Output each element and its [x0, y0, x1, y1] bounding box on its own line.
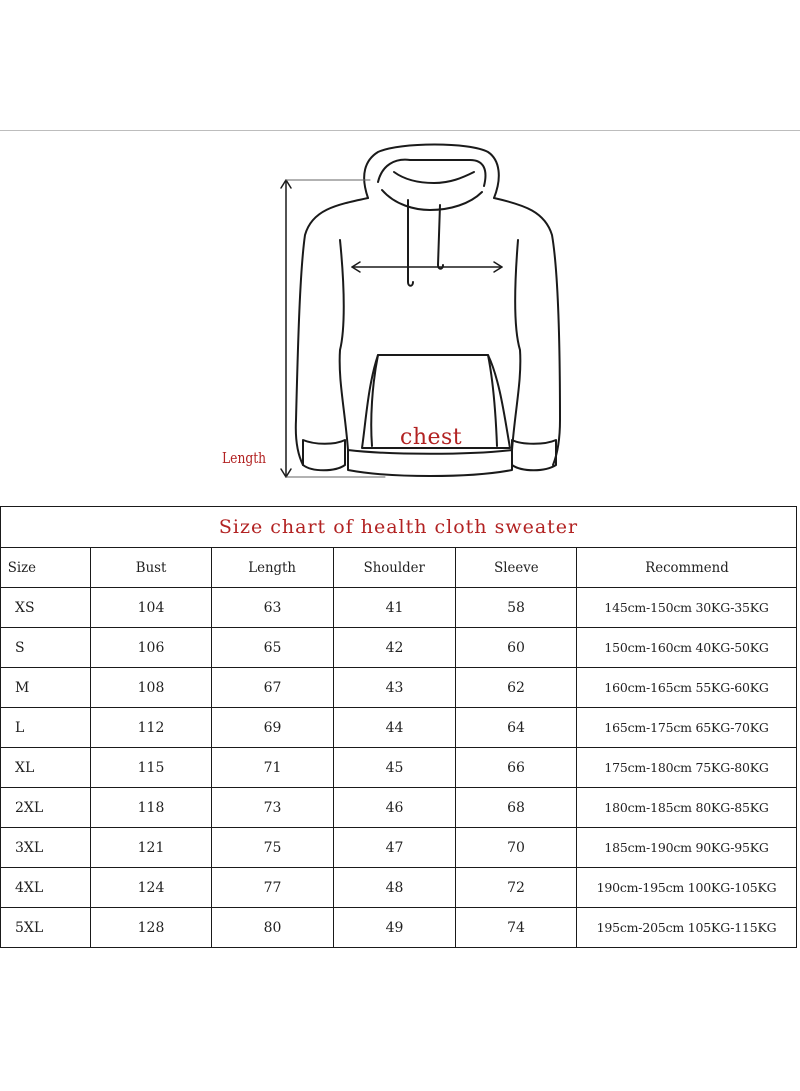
bust-cell: 128	[91, 908, 212, 948]
table-row	[1, 788, 797, 828]
shoulder-cell: 49	[334, 908, 456, 948]
length-cell: 73	[212, 788, 334, 828]
bust-cell: 112	[91, 708, 212, 748]
header-row	[1, 548, 797, 588]
size-cell: M	[1, 668, 91, 708]
header-shoulder: Shoulder	[334, 548, 456, 588]
sleeve-cell: 60	[456, 628, 577, 668]
table-row	[1, 828, 797, 868]
table-row	[1, 748, 797, 788]
recommend-cell: 160cm-165cm 55KG-60KG	[577, 668, 797, 708]
header-recommend: Recommend	[577, 548, 797, 588]
length-cell: 67	[212, 668, 334, 708]
bust-cell: 106	[91, 628, 212, 668]
table-row	[1, 908, 797, 948]
shoulder-cell: 42	[334, 628, 456, 668]
shoulder-cell: 41	[334, 588, 456, 628]
sleeve-cell: 58	[456, 588, 577, 628]
shoulder-cell: 45	[334, 748, 456, 788]
sleeve-cell: 64	[456, 708, 577, 748]
size-cell: L	[1, 708, 91, 748]
recommend-cell: 190cm-195cm 100KG-105KG	[577, 868, 797, 908]
recommend-cell: 175cm-180cm 75KG-80KG	[577, 748, 797, 788]
size-cell: XL	[1, 748, 91, 788]
recommend-cell: 150cm-160cm 40KG-50KG	[577, 628, 797, 668]
length-cell: 63	[212, 588, 334, 628]
length-cell: 65	[212, 628, 334, 668]
table-row	[1, 668, 797, 708]
header-length: Length	[212, 548, 334, 588]
recommend-cell: 145cm-150cm 30KG-35KG	[577, 588, 797, 628]
size-cell: 4XL	[1, 868, 91, 908]
chart-title: Size chart of health cloth sweater	[1, 507, 797, 548]
table-row	[1, 588, 797, 628]
bust-cell: 121	[91, 828, 212, 868]
recommend-cell: 185cm-190cm 90KG-95KG	[577, 828, 797, 868]
length-cell: 69	[212, 708, 334, 748]
size-chart	[0, 506, 800, 948]
table-row	[1, 708, 797, 748]
bust-cell: 115	[91, 748, 212, 788]
table-row	[1, 628, 797, 668]
size-cell: 5XL	[1, 908, 91, 948]
header-size: Size	[1, 548, 91, 588]
size-cell: XS	[1, 588, 91, 628]
bust-cell: 104	[91, 588, 212, 628]
sleeve-cell: 68	[456, 788, 577, 828]
size-cell: 3XL	[1, 828, 91, 868]
bust-cell: 118	[91, 788, 212, 828]
sleeve-cell: 72	[456, 868, 577, 908]
title-row	[1, 507, 797, 548]
size-cell: S	[1, 628, 91, 668]
shoulder-cell: 44	[334, 708, 456, 748]
table-row	[1, 868, 797, 908]
length-cell: 77	[212, 868, 334, 908]
bust-cell: 108	[91, 668, 212, 708]
shoulder-cell: 46	[334, 788, 456, 828]
sleeve-cell: 70	[456, 828, 577, 868]
sleeve-cell: 62	[456, 668, 577, 708]
header-sleeve: Sleeve	[456, 548, 577, 588]
header-bust: Bust	[91, 548, 212, 588]
size-cell: 2XL	[1, 788, 91, 828]
length-cell: 75	[212, 828, 334, 868]
recommend-cell: 195cm-205cm 105KG-115KG	[577, 908, 797, 948]
hoodie-diagram	[0, 131, 800, 506]
sleeve-cell: 74	[456, 908, 577, 948]
size-table	[0, 506, 797, 948]
sleeve-cell: 66	[456, 748, 577, 788]
length-cell: 80	[212, 908, 334, 948]
shoulder-cell: 48	[334, 868, 456, 908]
shoulder-cell: 47	[334, 828, 456, 868]
recommend-cell: 180cm-185cm 80KG-85KG	[577, 788, 797, 828]
length-label: Length	[222, 449, 267, 467]
bust-cell: 124	[91, 868, 212, 908]
chest-label: chest	[400, 425, 463, 450]
shoulder-cell: 43	[334, 668, 456, 708]
recommend-cell: 165cm-175cm 65KG-70KG	[577, 708, 797, 748]
length-cell: 71	[212, 748, 334, 788]
